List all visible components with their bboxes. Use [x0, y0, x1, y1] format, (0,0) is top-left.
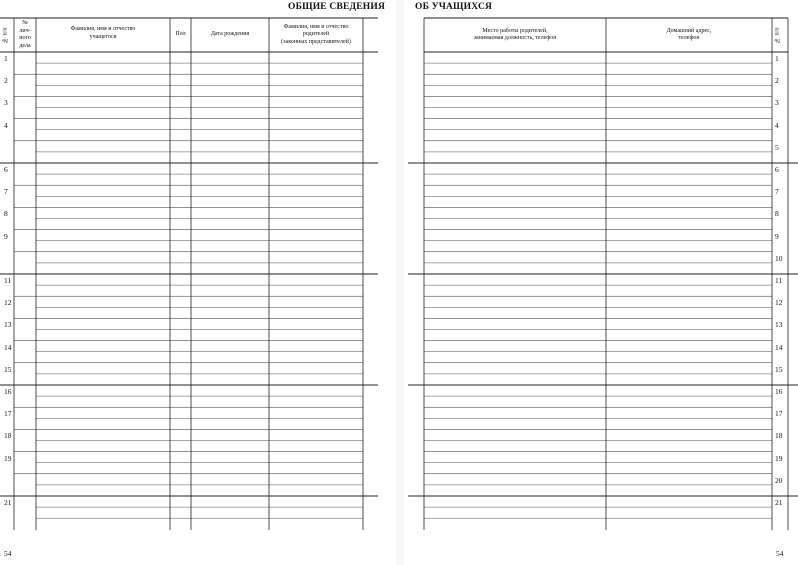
left-page [0, 0, 396, 565]
row-number: 15 [4, 364, 12, 374]
row-number-right: 8 [775, 209, 779, 219]
row-number-right: 4 [775, 120, 779, 130]
row-number-right: 17 [775, 409, 783, 419]
row-number-right: 21 [775, 498, 783, 507]
header-personal-file-number: № лич- ного дела [19, 20, 31, 49]
header-student-name: Фамилия, имя и отчество учащегося [70, 26, 136, 40]
right-page [404, 0, 798, 565]
row-number-right: 20 [775, 475, 783, 485]
row-number: 19 [4, 453, 12, 463]
row-number: 3 [4, 98, 8, 108]
row-number-right: 3 [775, 98, 779, 108]
row-number-right: 16 [775, 387, 783, 396]
row-number-right: 5 [775, 142, 779, 152]
row-number-right: 6 [775, 165, 779, 174]
row-number: 18 [4, 431, 12, 441]
header-home-address: Домашний адрес, телефон [666, 27, 712, 41]
header-row-number: № п/п [2, 27, 9, 43]
row-number: 14 [4, 342, 12, 352]
row-number-right: 12 [775, 298, 783, 308]
right-table-grid [404, 0, 798, 565]
row-number-right: 11 [775, 276, 783, 285]
row-number: 13 [4, 320, 12, 330]
row-number-right: 13 [775, 320, 783, 330]
row-number: 7 [4, 187, 8, 197]
header-parents-workplace: Место работы родителей, занимаемая должность, телефон [473, 27, 557, 41]
row-number-right: 18 [775, 431, 783, 441]
header-sex: Пол [175, 31, 186, 38]
row-number: 8 [4, 209, 8, 219]
row-number-right: 9 [775, 231, 779, 241]
right-page-number: 54 [776, 549, 784, 558]
row-number-right: 19 [775, 453, 783, 463]
row-number: 12 [4, 298, 12, 308]
left-page-title: ОБЩИЕ СВЕДЕНИЯ [288, 2, 386, 12]
header-row-number-right: № п/п [774, 27, 781, 43]
row-number: 17 [4, 409, 12, 419]
row-number: 2 [4, 76, 8, 86]
row-number: 21 [4, 498, 12, 507]
row-number: 16 [4, 387, 12, 396]
row-number-right: 14 [775, 342, 783, 352]
row-number: 11 [4, 276, 12, 285]
left-page-number: 54 [4, 549, 12, 558]
row-number-right: 2 [775, 76, 779, 86]
row-number: 9 [4, 231, 8, 241]
row-number-right: 10 [775, 253, 783, 263]
page-gutter [396, 0, 404, 565]
row-number: 6 [4, 165, 8, 174]
header-birth-date: Дата рождения [210, 31, 250, 38]
left-table-grid [0, 0, 396, 565]
row-number-right: 7 [775, 187, 779, 197]
row-number: 4 [4, 120, 8, 130]
row-number-right: 15 [775, 364, 783, 374]
right-page-title: ОБ УЧАЩИХСЯ [415, 2, 493, 12]
row-number-right: 1 [775, 54, 779, 63]
header-parents-name: Фамилия, имя и отчество родителей (законных представителей) [281, 23, 351, 45]
row-number: 1 [4, 54, 8, 63]
